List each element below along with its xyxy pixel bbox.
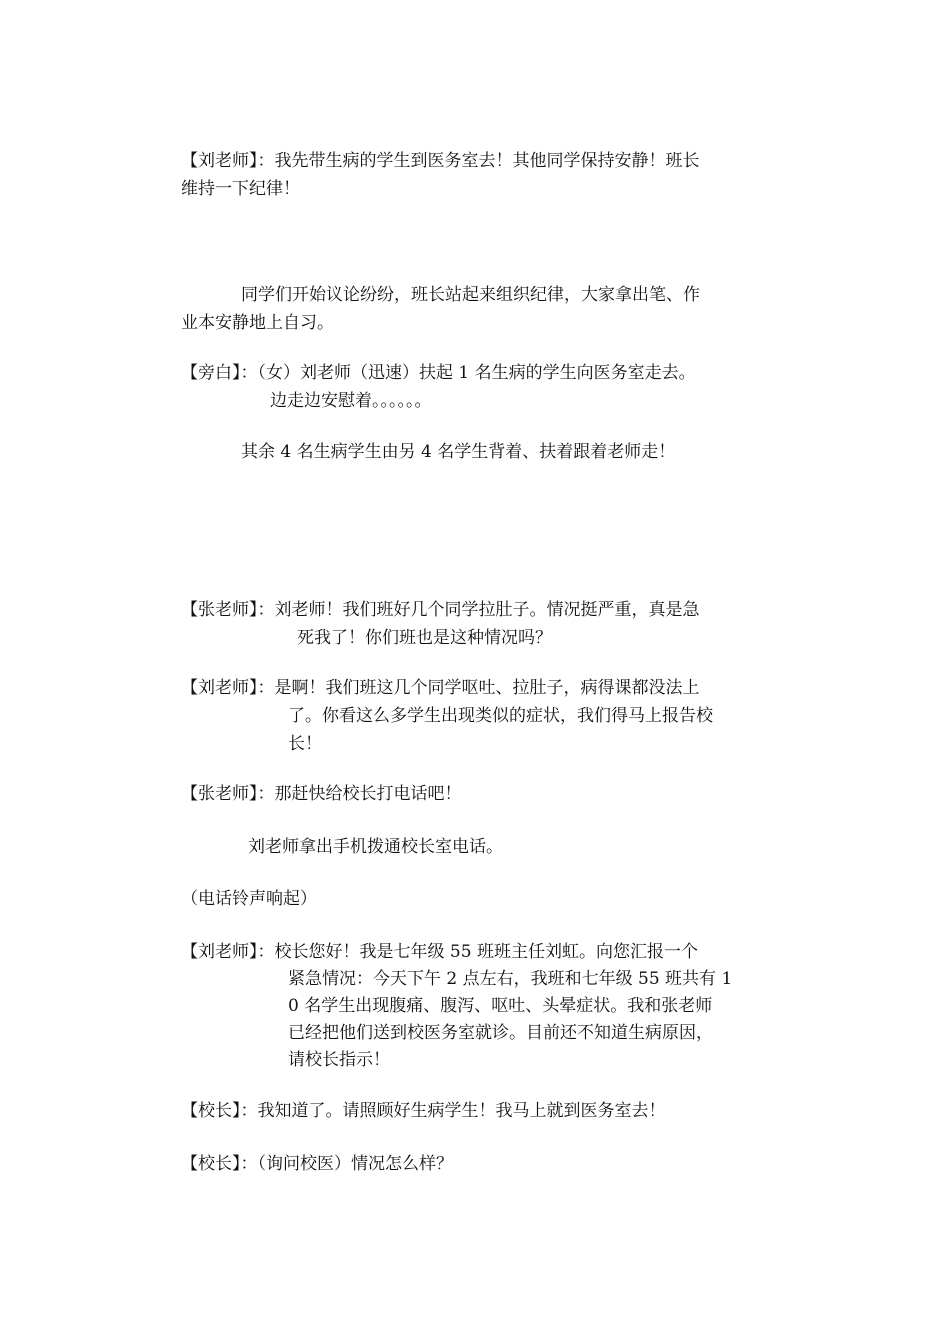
dialogue-text: 是啊！我们班这几个同学呕吐、拉肚子，病得课都没法上 — [274, 678, 700, 698]
dialogue-line — [288, 1021, 713, 1045]
dialogue-text: （询问校医）情况怎么样？ — [257, 1154, 453, 1174]
speaker-label: 【刘老师】： — [181, 678, 275, 698]
stage-direction: 业本安静地上自习。 — [181, 313, 334, 333]
dialogue-line — [288, 994, 712, 1018]
dialogue-line — [181, 940, 698, 964]
stage-direction: 刘老师拿出手机拨通校长室电话。 — [248, 837, 503, 857]
dialogue-text: （女）刘老师（迅速）扶起 1 名生病的学生向医务室走去。 — [257, 363, 696, 383]
dialogue-text: 长！ — [288, 734, 322, 754]
stage-direction: （电话铃声响起） — [181, 889, 317, 909]
dialogue-text: 那赶快给校长打电话吧！ — [274, 784, 462, 804]
speaker-label: 【旁白】： — [181, 363, 258, 383]
dialogue-line — [297, 626, 552, 650]
stage-direction: 其余 4 名生病学生由另 4 名学生背着、扶着跟着老师走！ — [241, 442, 676, 462]
dialogue-line — [288, 967, 732, 991]
dialogue-line — [181, 676, 700, 700]
dialogue-text: 边走边安慰着。。。。。。 — [270, 391, 432, 411]
speaker-label: 【校长】： — [181, 1101, 258, 1121]
dialogue-text: 我先带生病的学生到医务室去！其他同学保持安静！班长 — [274, 151, 700, 171]
dialogue-line — [181, 782, 462, 806]
dialogue-line — [181, 1099, 666, 1123]
dialogue-line — [181, 149, 700, 173]
speaker-label: 【张老师】： — [181, 784, 275, 804]
speaker-label: 【张老师】： — [181, 600, 275, 620]
dialogue-line — [181, 361, 696, 385]
dialogue-text: 维持一下纪律！ — [181, 179, 300, 199]
speaker-label: 【校长】： — [181, 1154, 258, 1174]
dialogue-line — [181, 1152, 453, 1176]
speaker-label: 【刘老师】： — [181, 942, 275, 962]
dialogue-text: 0 名学生出现腹痛、腹泻、呕吐、头晕症状。我和张老师 — [288, 996, 713, 1016]
dialogue-text: 紧急情况：今天下午 2 点左右，我班和七年级 55 班共有 1 — [288, 969, 733, 989]
dialogue-line — [288, 704, 713, 728]
dialogue-text: 校长您好！我是七年级 55 班班主任刘虹。向您汇报一个 — [274, 942, 698, 962]
dialogue-line — [270, 389, 432, 413]
dialogue-text: 已经把他们送到校医务室就诊。目前还不知道生病原因， — [288, 1023, 713, 1043]
dialogue-text: 了。你看这么多学生出现类似的症状，我们得马上报告校 — [288, 706, 713, 726]
dialogue-text: 我知道了。请照顾好生病学生！我马上就到医务室去！ — [257, 1101, 666, 1121]
dialogue-line — [288, 1048, 390, 1072]
dialogue-line — [288, 732, 322, 756]
dialogue-text: 刘老师！我们班好几个同学拉肚子。情况挺严重，真是急 — [274, 600, 700, 620]
dialogue-line — [181, 598, 700, 622]
dialogue-line — [181, 177, 300, 201]
speaker-label: 【刘老师】： — [181, 151, 275, 171]
dialogue-text: 死我了！你们班也是这种情况吗？ — [297, 628, 552, 648]
stage-direction: 同学们开始议论纷纷，班长站起来组织纪律，大家拿出笔、作 — [241, 285, 700, 305]
dialogue-text: 请校长指示！ — [288, 1050, 390, 1070]
